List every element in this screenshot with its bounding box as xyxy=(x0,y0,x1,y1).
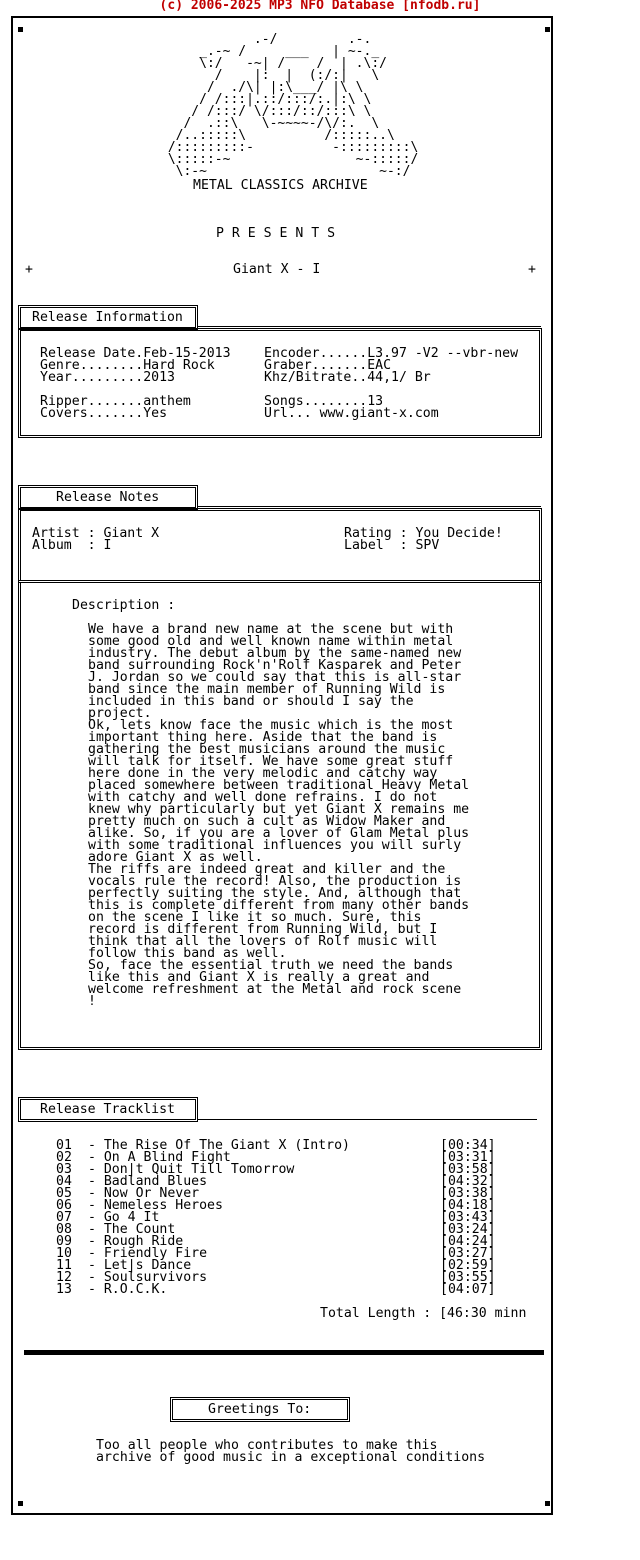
ascii-logo: .-/ .-. _.-~ / ___ | ~-._ \:/ -~| / / | .\:/ / |: | (:/:| \ / ./\| |:\___/ |\ \ / /:::|.::/:::/:.|:\ \ / /:::/ \/:::/::/:::\ \ / .::\ \-~~~~-/\/:. \ /..:::::\ /:::::..\ /:::::::::- -:::::::::\ \:::::-~ ~-:::::/ \:-~ ~-:/ xyxy=(167,32,419,179)
thick-divider xyxy=(24,1350,544,1355)
track-time: [03:43] xyxy=(440,1210,496,1225)
track-title: - Badland Blues xyxy=(80,1174,208,1189)
track-number: 01 xyxy=(56,1138,72,1153)
track-title: - Rough Ride xyxy=(80,1234,184,1249)
release-notes-heading: Release Notes xyxy=(56,490,160,505)
track-title: - The Count xyxy=(80,1222,176,1237)
corner-dot xyxy=(545,27,550,32)
track-time: [04:24] xyxy=(440,1234,496,1249)
track-number: 10 xyxy=(56,1246,72,1261)
track-title: - Let|s Dance xyxy=(80,1258,192,1273)
track-time: [04:32] xyxy=(440,1174,496,1189)
track-number: 11 xyxy=(56,1258,72,1273)
plus-marker-left: + xyxy=(25,262,33,277)
track-number: 03 xyxy=(56,1162,72,1177)
total-length: Total Length : [46:30 minn xyxy=(320,1306,527,1321)
track-time: [03:24] xyxy=(440,1222,496,1237)
track-title: - Soulsurvivors xyxy=(80,1270,208,1285)
track-time: [04:18] xyxy=(440,1198,496,1213)
release-info-right: Encoder......L3.97 -V2 --vbr-new Graber.......EAC Khz/Bitrate..44,1/ Br Songs........13 Url... www.giant-x.com xyxy=(264,346,519,421)
track-title: - R.O.C.K. xyxy=(80,1282,168,1297)
release-notes-right: Rating : You Decide! Label : SPV xyxy=(344,526,503,553)
description-heading: Description : xyxy=(72,598,176,613)
release-notes-left: Artist : Giant X Album : I xyxy=(32,526,160,553)
release-info-heading: Release Information xyxy=(32,310,183,325)
plus-marker-right: + xyxy=(528,262,536,277)
release-info-left: Release Date.Feb-15-2013 Genre........Hard Rock Year.........2013 Ripper.......anthem Covers.......Yes xyxy=(40,346,231,421)
track-time: [00:34] xyxy=(440,1138,496,1153)
track-number: 08 xyxy=(56,1222,72,1237)
release-title: Giant X - I xyxy=(233,262,321,277)
track-time: [03:27] xyxy=(440,1246,496,1261)
track-title: - Nemeless Heroes xyxy=(80,1198,223,1213)
divider xyxy=(197,506,541,507)
track-title: - Go 4 It xyxy=(80,1210,160,1225)
track-time: [03:38] xyxy=(440,1186,496,1201)
description-body: We have a brand new name at the scene but with some good old and well known name within metal industry. The debut album by the same-named new band surrounding Rock'n'Rolf Kasparek and Peter J. Jordan so we could say that this is all-star band since the main member of Running Wild is included in this band or should I say the project. Ok, lets know face the music which is the most important thing here. Aside that the band is gathering the best musicians around the music will talk for itself. We have some great stuff here done in the very melodic and catchy way placed somewhere between traditional Heavy Metal with catchy and well done refrains. I do not knew why particularly but yet Giant X remains me pretty much on such a cult as Widow Maker and alike. So, if you are a lover of Glam Metal plus with some traditional influences you will surly adore Giant X as well. The riffs are indeed great and killer and the vocals rule the record! Also, the production is perfectly suiting the style. And, although that this is complete different from many other bands on the scene I like it so much. Sure, this record is different from Running Wild, but I think that all the lovers of Rolf music will follow this band as well. So, face the essential truth we need the bands like this and Giant X is really a great and welcome refreshment at the Metal and rock scene ! xyxy=(88,622,470,1009)
track-title: - Friendly Fire xyxy=(80,1246,208,1261)
corner-dot xyxy=(545,1501,550,1506)
track-number: 06 xyxy=(56,1198,72,1213)
greetings-text: Too all people who contributes to make this archive of good music in a exceptional conditions xyxy=(96,1438,486,1465)
track-number: 02 xyxy=(56,1150,72,1165)
track-time: [03:55] xyxy=(440,1270,496,1285)
logo-caption: METAL CLASSICS ARCHIVE xyxy=(193,178,368,193)
track-number: 12 xyxy=(56,1270,72,1285)
track-number: 09 xyxy=(56,1234,72,1249)
tracklist-heading: Release Tracklist xyxy=(40,1102,175,1117)
track-title: - Now Or Never xyxy=(80,1186,200,1201)
track-title: - Don|t Quit Till Tomorrow xyxy=(80,1162,295,1177)
track-number: 05 xyxy=(56,1186,72,1201)
track-number: 04 xyxy=(56,1174,72,1189)
greetings-heading: Greetings To: xyxy=(208,1402,312,1417)
track-number: 07 xyxy=(56,1210,72,1225)
divider xyxy=(197,326,541,327)
track-time: [03:58] xyxy=(440,1162,496,1177)
track-number: 13 xyxy=(56,1282,72,1297)
site-banner: (c) 2006-2025 MP3 NFO Database [nfodb.ru] xyxy=(159,0,481,13)
track-title: - The Rise Of The Giant X (Intro) xyxy=(80,1138,350,1153)
corner-dot xyxy=(18,27,23,32)
track-time: [02:59] xyxy=(440,1258,496,1273)
divider xyxy=(197,1119,537,1120)
track-title: - On A Blind Fight xyxy=(80,1150,231,1165)
presents-heading: P R E S E N T S xyxy=(216,226,336,241)
corner-dot xyxy=(18,1501,23,1506)
track-time: [03:31] xyxy=(440,1150,496,1165)
track-time: [04:07] xyxy=(440,1282,496,1297)
